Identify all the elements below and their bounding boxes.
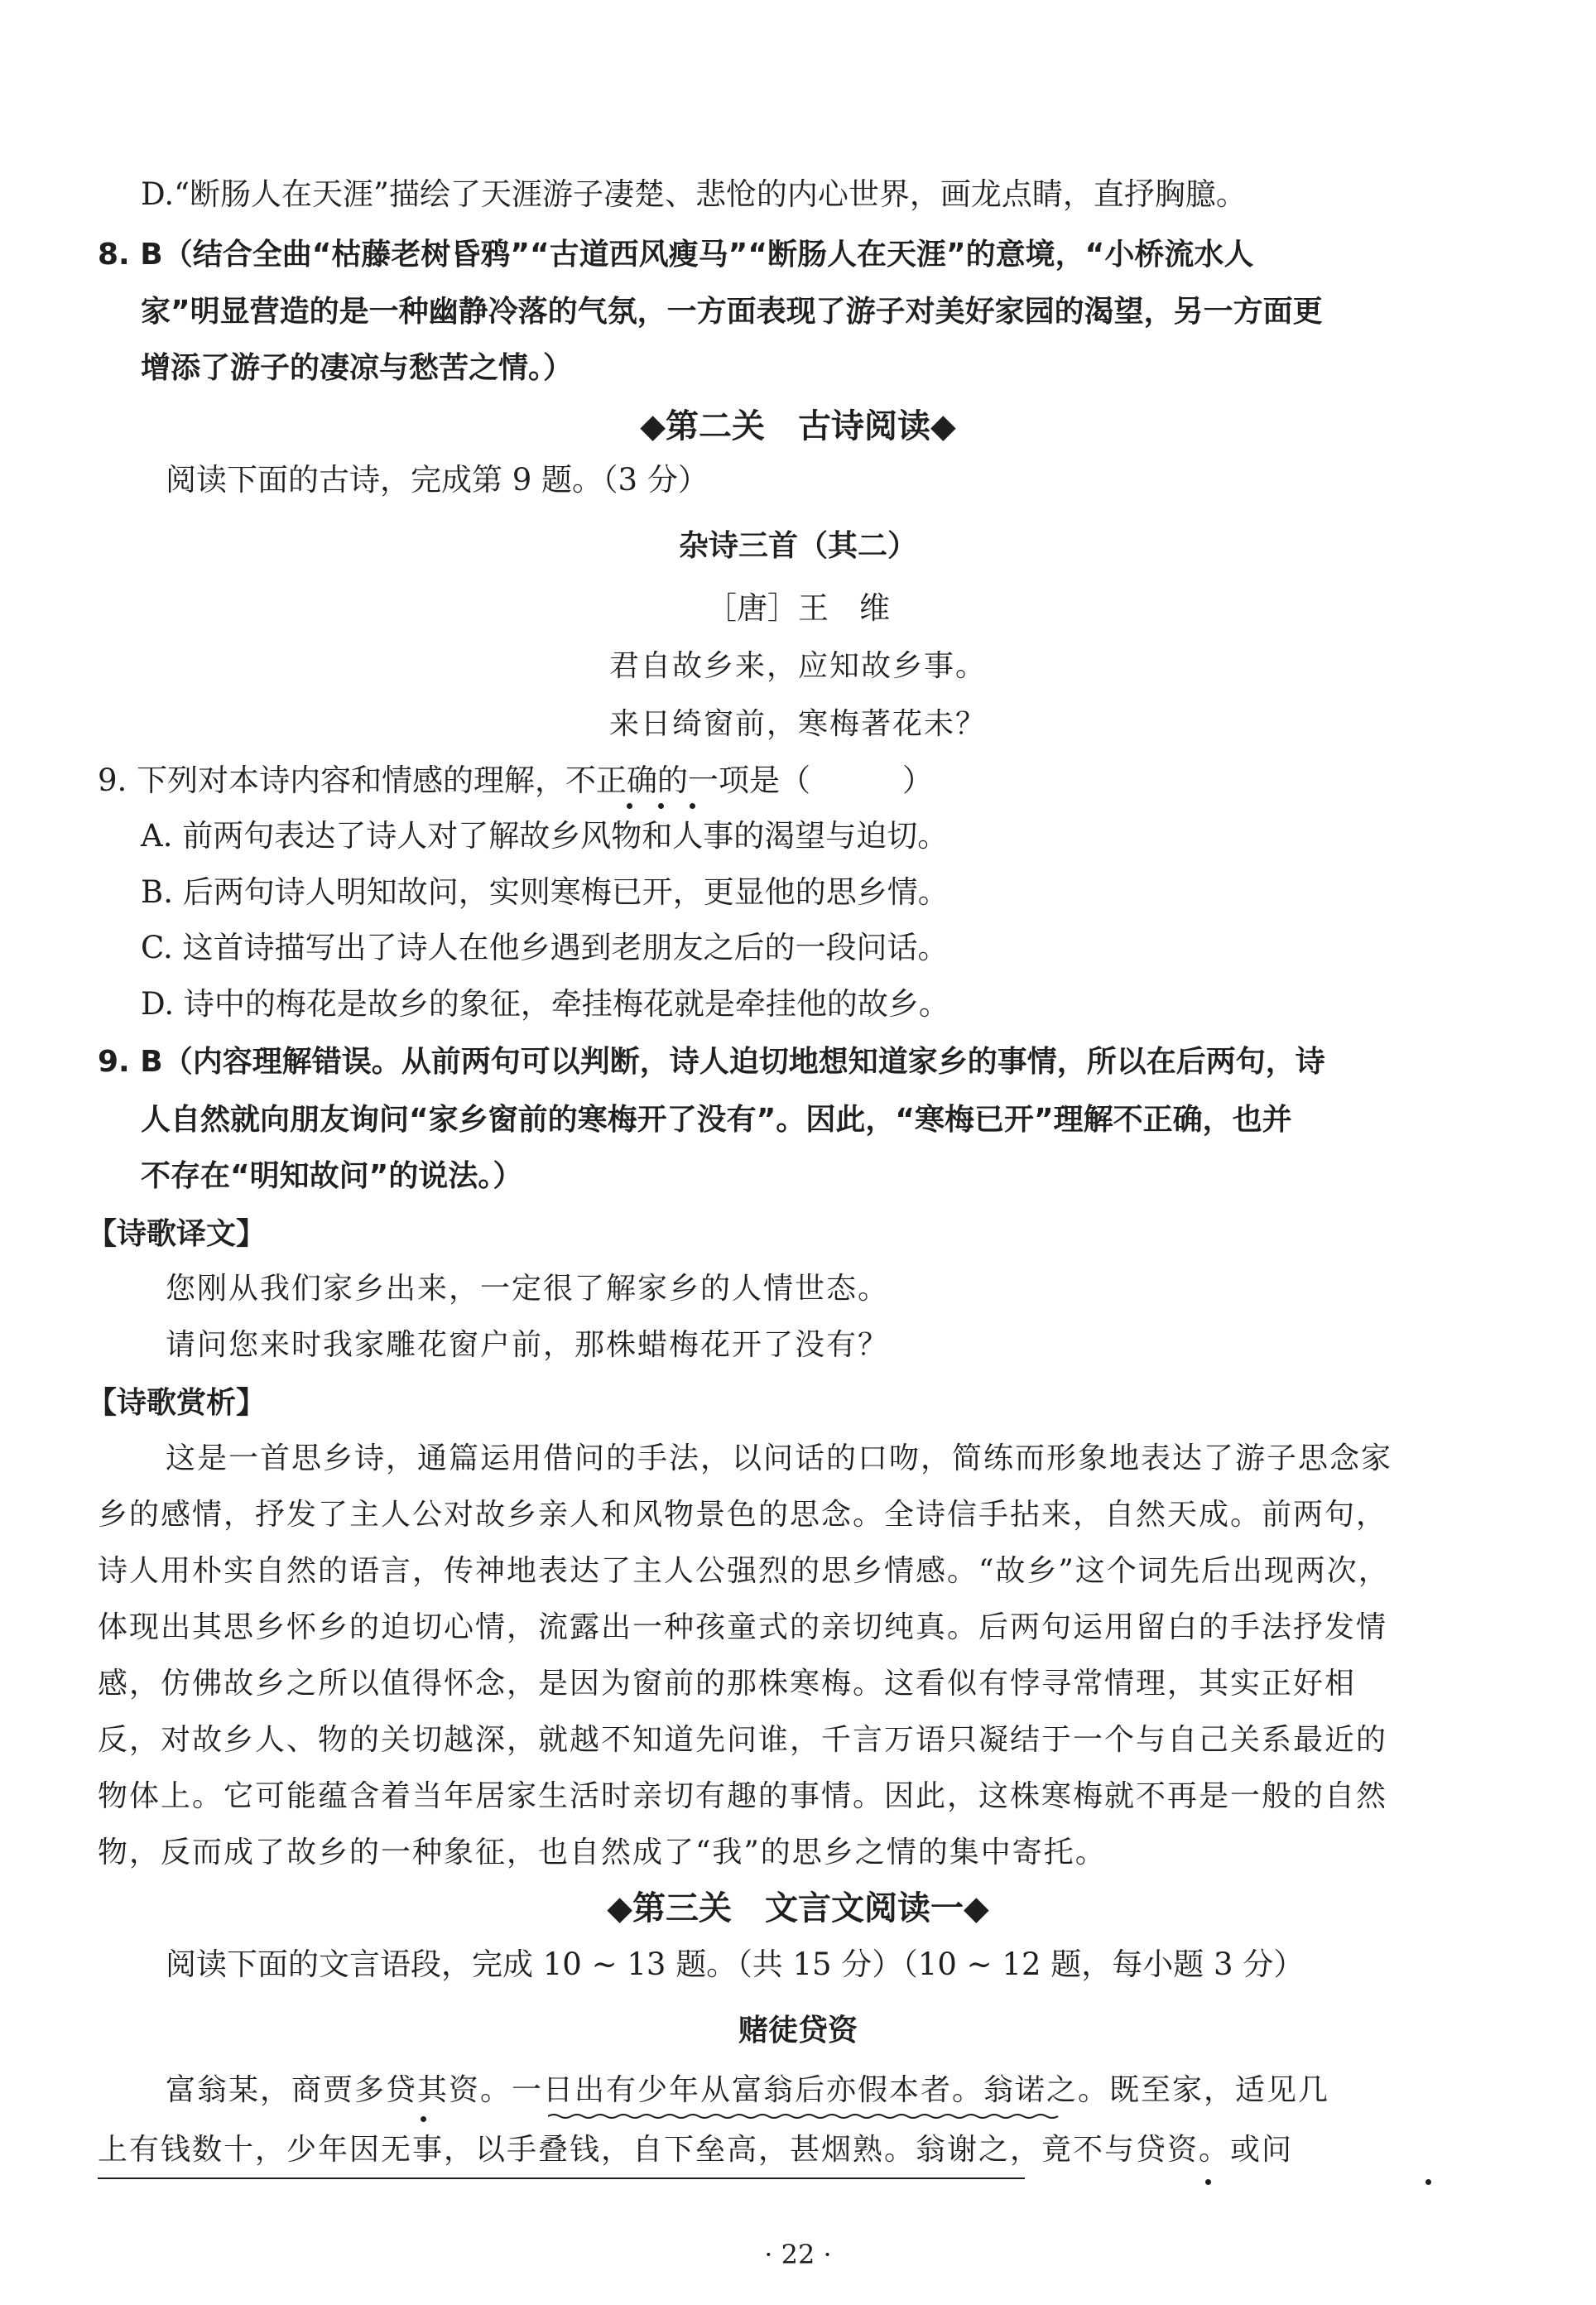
option-c-q9: C. 这首诗描写出了诗人在他乡遇到老朋友之后的一段问话。 [141, 930, 949, 965]
classical-text-line-1: 富翁某，商贾多贷其资。一日出有少年从富翁后亦假本者。翁诺之。既至家，适见几 [166, 2073, 1330, 2107]
answer-9-line-2: 人自然就向朋友询问“家乡窗前的寒梅开了没有”。因此，“寒梅已开”理解不正确，也并 [141, 1103, 1292, 1137]
poem-line-2: 来日绮窗前，寒梅著花未？ [608, 707, 987, 741]
appreciation-line-8: 物，反而成了故乡的一种象征，也自然成了“我”的思乡之情的集中寄托。 [98, 1836, 1107, 1870]
poem-author: ［唐］王 维 [706, 590, 890, 626]
page-number: · 22 · [764, 2239, 832, 2270]
option-a-q9: A. 前两句表达了诗人对了解故乡风物和人事的渴望与迫切。 [141, 818, 949, 854]
translation-line-2: 请问您来时我家雕花窗户前，那株蜡梅花开了没有？ [166, 1328, 890, 1362]
appreciation-line-3: 诗人用朴实自然的语言，传神地表达了主人公强烈的思乡情感。“故乡”这个词先后出现两次， [98, 1554, 1390, 1588]
option-d-q9: D. 诗中的梅花是故乡的象征，牵挂梅花就是牵挂他的故乡。 [141, 986, 949, 1022]
appreciation-line-1: 这是一首思乡诗，通篇运用借问的手法，以问话的口吻，简练而形象地表达了游子思念家 [166, 1441, 1393, 1475]
translation-label: 【诗歌译文】 [87, 1217, 267, 1251]
appreciation-line-7: 物体上。它可能蕴含着当年居家生活时亲切有趣的事情。因此，这株寒梅就不再是一般的自然 [98, 1779, 1388, 1813]
appreciation-line-4: 体现出其思乡怀乡的迫切心情，流露出一种孩童式的亲切纯真。后两句运用留白的手法抒发情 [98, 1610, 1388, 1644]
underline [98, 2177, 1025, 2179]
option-b-q9: B. 后两句诗人明知故问，实则寒梅已开，更显他的思乡情。 [141, 874, 949, 910]
question-9: 9. 下列对本诗内容和情感的理解，不正确的一项是（ ） [98, 763, 934, 798]
instruction-q10-13: 阅读下面的文言语段，完成 10 ~ 13 题。（共 15 分）（10 ~ 12 题，每小题 3 分） [166, 1946, 1305, 1982]
appreciation-line-6: 反，对故乡人、物的关切越深，就越不知道先问谁，千言万语只凝结于一个与自己关系最近的 [98, 1723, 1388, 1757]
section-heading-3: ◆第三关 文言文阅读一◆ [607, 1889, 989, 1927]
translation-line-1: 您刚从我们家乡出来，一定很了解家乡的人情世态。 [166, 1272, 890, 1306]
emphasis-dot [1205, 2179, 1211, 2185]
answer-9-line-1: 9. B（内容理解错误。从前两句可以判断，诗人迫切地想知道家乡的事情，所以在后两句，诗 [98, 1045, 1325, 1079]
emphasis-dot [1425, 2179, 1431, 2185]
section-heading-2: ◆第二关 古诗阅读◆ [640, 407, 956, 445]
option-d-q7: D.“断肠人在天涯”描绘了天涯游子凄楚、悲怆的内心世界，画龙点睛，直抒胸臆。 [141, 176, 1247, 212]
classical-text-line-2: 上有钱数十，少年因无事，以手叠钱，自下垒高，甚烟熟。翁谢之，竟不与贷资。或问 [98, 2133, 1294, 2167]
answer-9-line-3: 不存在“明知故问”的说法。） [141, 1159, 523, 1193]
emphasis-dot [421, 2116, 426, 2122]
answer-8-line-3: 增添了游子的凄凉与愁苦之情。） [141, 351, 574, 385]
answer-8-line-2: 家”明显营造的是一种幽静冷落的气氛，一方面表现了游子对美好家园的渴望，另一方面更 [141, 295, 1323, 329]
classical-text-title: 赌徒贷资 [738, 2014, 858, 2048]
emphasis-dot [627, 803, 632, 809]
appreciation-line-5: 感，仿佛故乡之所以值得怀念，是因为窗前的那株寒梅。这看似有悖寻常情理，其实正好相 [98, 1667, 1357, 1701]
answer-8-line-1: 8. B（结合全曲“枯藤老树昏鸦”“古道西风瘦马”“断肠人在天涯”的意境，“小桥流水人 [98, 238, 1254, 272]
poem-title: 杂诗三首（其二） [678, 529, 917, 563]
wavy-underline [548, 2113, 1060, 2120]
emphasis-dot [658, 803, 664, 809]
appreciation-line-2: 乡的感情，抒发了主人公对故乡亲人和风物景色的思念。全诗信手拈来，自然天成。前两句， [98, 1498, 1388, 1532]
instruction-q9: 阅读下面的古诗，完成第 9 题。（3 分） [166, 462, 709, 498]
appreciation-label: 【诗歌赏析】 [87, 1386, 267, 1420]
emphasis-dot [690, 803, 695, 809]
poem-line-1: 君自故乡来，应知故乡事。 [608, 649, 987, 683]
